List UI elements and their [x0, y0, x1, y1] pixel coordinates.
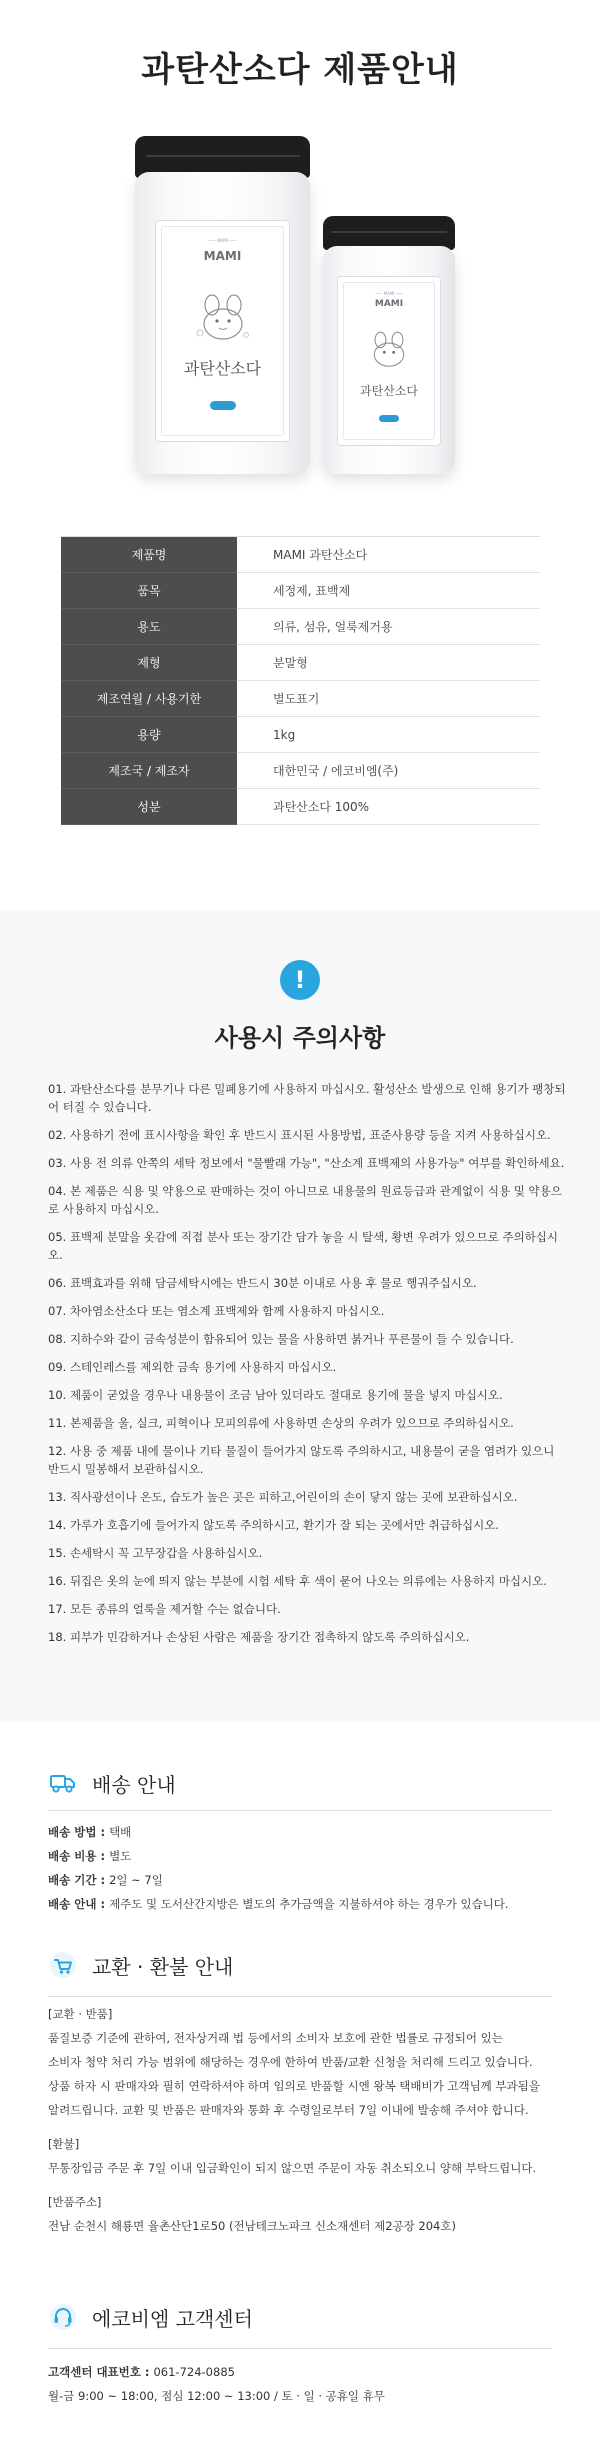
- mascot-illustration: [192, 291, 254, 345]
- spec-row: [61, 537, 540, 573]
- shipping-header: [48, 1768, 176, 1798]
- caution-item: 09. 스테인레스를 제외한 금속 용기에 사용하지 마십시오.: [48, 1360, 337, 1374]
- shipping-value: 택배: [109, 1825, 132, 1839]
- caution-item: 12. 사용 중 제품 내에 물이나 기타 물질이 들어가지 않도록 주의하시고, 내용물이 굳을 염려가 있으니 반드시 밀봉해서 보관하십시오.: [48, 1444, 555, 1476]
- spec-label: 용량: [61, 717, 237, 753]
- cart-icon: [48, 1950, 78, 1980]
- cautions-list: [48, 1080, 568, 1656]
- caution-item: 18. 피부가 민감하거나 손상된 사람은 제품을 장기간 접촉하지 않도록 주의하십시오.: [48, 1630, 470, 1644]
- shipping-value: 별도: [109, 1849, 132, 1863]
- spec-label: 용도: [61, 609, 237, 645]
- spec-value: 의류, 섬유, 얼룩제거용: [237, 609, 540, 645]
- mascot-illustration-small: [365, 329, 413, 371]
- spec-row: [61, 681, 540, 717]
- spec-row: [61, 753, 540, 789]
- exchange-line-4: 알려드립니다. 교환 및 반품은 판매자와 통화 후 수령일로부터 7일 이내에 발송해 주셔야 합니다.: [48, 2103, 529, 2117]
- shipping-key: 배송 방법: [48, 1825, 97, 1839]
- info-section: [0, 1722, 600, 2462]
- caution-item: 17. 모든 종류의 얼룩을 제거할 수는 없습니다.: [48, 1602, 281, 1616]
- spec-row: [61, 717, 540, 753]
- exchange-line-3: 상품 하자 시 판매자와 필히 연락하셔야 하며 임의로 반품할 시엔 왕복 택배비가 고객님께 부과됨을: [48, 2079, 540, 2093]
- return-address-heading: [반품주소]: [48, 2195, 102, 2209]
- shipping-key: 배송 기간: [48, 1873, 97, 1887]
- truck-icon: [48, 1768, 78, 1798]
- spec-value: 별도표기: [237, 681, 540, 717]
- capacity-badge: [210, 401, 236, 410]
- caution-item: 15. 손세탁시 꼭 고무장갑을 사용하십시오.: [48, 1546, 263, 1560]
- caution-item: 11. 본제품을 울, 실크, 피혁이나 모피의류에 사용하면 손상의 우려가 있으므로 주의하십시오.: [48, 1416, 514, 1430]
- shipping-divider: [48, 1810, 552, 1811]
- refund-heading: [환불]: [48, 2137, 80, 2151]
- caution-item: 03. 사용 전 의류 안쪽의 세탁 정보에서 "물빨래 가능", "산소계 표백제의 사용가능" 여부를 확인하세요.: [48, 1156, 565, 1170]
- refund-line: 무통장입금 주문 후 7일 이내 입금확인이 되지 않으면 주문이 자동 취소되오니 양해 부탁드립니다.: [48, 2161, 537, 2175]
- caution-item: 08. 지하수와 같이 금속성분이 함유되어 있는 물을 사용하면 붉거나 푸른물이 들 수 있습니다.: [48, 1332, 514, 1346]
- page-title: 과탄산소다 제품안내: [141, 50, 459, 90]
- spec-value: 대한민국 / 에코비엠(주): [237, 753, 540, 789]
- spec-value: MAMI 과탄산소다: [237, 537, 540, 573]
- spec-row: [61, 789, 540, 825]
- caution-item: 06. 표백효과를 위해 담금세탁시에는 반드시 30분 이내로 사용 후 물로 헹궈주십시오.: [48, 1276, 477, 1290]
- cautions-title: 사용시 주의사항: [214, 1024, 386, 1052]
- shipping-row: 배송 안내 : 제주도 및 도서산간지방은 별도의 추가금액을 지불하셔야 하는 경우가 있습니다.: [48, 1897, 509, 1911]
- exchange-divider: [48, 1996, 552, 1997]
- exchange-heading: [교환 · 반품]: [48, 2007, 113, 2021]
- large-jar-product-name: 과탄산소다: [183, 359, 262, 378]
- caution-item: 04. 본 제품은 식용 및 약용으로 판매하는 것이 아니므로 내용물의 원료등급과 관계없이 식용 및 약용으로 사용하지 마십시오.: [48, 1184, 562, 1216]
- spec-row: [61, 609, 540, 645]
- small-product-jar: ─── MAMI ─── MAMI 과탄산소다: [323, 216, 455, 474]
- exchange-line-1: 품질보증 기준에 관하여, 전자상거래 법 등에서의 소비자 보호에 관한 법률로 규정되어 있는: [48, 2031, 503, 2045]
- return-address: 전남 순천시 해룡면 율촌산단1로50 (전남테크노파크 신소재센터 제2공장 204호): [48, 2219, 456, 2233]
- center-hours: 월-금 9:00 ~ 18:00, 점심 12:00 ~ 13:00 / 토 · 일 · 공휴일 휴무: [48, 2389, 385, 2403]
- shipping-key: 배송 비용: [48, 1849, 97, 1863]
- caution-item: 14. 가루가 호흡기에 들어가지 않도록 주의하시고, 환기가 잘 되는 곳에서만 취급하십시오.: [48, 1518, 499, 1532]
- shipping-value: 제주도 및 도서산간지방은 별도의 추가금액을 지불하셔야 하는 경우가 있습니다.: [109, 1897, 509, 1911]
- cautions-section: [0, 910, 600, 1722]
- spec-value: 세정제, 표백제: [237, 573, 540, 609]
- spec-label: 품목: [61, 573, 237, 609]
- caution-item: 01. 과탄산소다를 분무기나 다른 밀폐용기에 사용하지 마십시오. 활성산소 발생으로 인해 용기가 팽창되어 터질 수 있습니다.: [48, 1082, 566, 1114]
- spec-value: 분말형: [237, 645, 540, 681]
- spec-row: [61, 573, 540, 609]
- exchange-title: 교환 · 환불 안내: [92, 1954, 234, 1979]
- center-divider: [48, 2348, 552, 2349]
- shipping-details: [48, 1820, 568, 1916]
- large-product-jar: ─── MAMI ─── MAMI 과탄산소다: [135, 136, 310, 474]
- caution-item: 10. 제품이 굳었을 경우나 내용물이 조금 남아 있더라도 절대로 용기에 물을 넣지 마십시오.: [48, 1388, 503, 1402]
- spec-label: 제조연월 / 사용기한: [61, 681, 237, 717]
- center-header: [48, 2302, 253, 2332]
- caution-item: 02. 사용하기 전에 표시사항을 확인 후 반드시 표시된 사용방법, 표준사용량 등을 지켜 사용하십시오.: [48, 1128, 551, 1142]
- shipping-key: 배송 안내: [48, 1897, 97, 1911]
- shipping-value: 2일 ~ 7일: [109, 1873, 163, 1887]
- capacity-badge-small: [379, 415, 399, 422]
- center-title: 에코비엠 고객센터: [92, 2306, 253, 2331]
- exchange-line-2: 소비자 청약 처리 가능 범위에 해당하는 경우에 한하여 반품/교환 신청을 처리해 드리고 있습니다.: [48, 2055, 533, 2069]
- caution-item: 05. 표백제 분말을 옷감에 직접 분사 또는 장기간 담가 놓을 시 탈색, 황변 우려가 있으므로 주의하십시오.: [48, 1230, 559, 1262]
- shipping-row: 배송 방법 : 택배: [48, 1825, 132, 1839]
- spec-label: 제조국 / 제조자: [61, 753, 237, 789]
- caution-item: 13. 직사광선이나 온도, 습도가 높은 곳은 피하고,어린이의 손이 닿지 않는 곳에 보관하십시오.: [48, 1490, 518, 1504]
- product-section: [0, 0, 600, 910]
- exchange-header: [48, 1950, 233, 1980]
- shipping-title: 배송 안내: [92, 1772, 176, 1797]
- center-phone: 061-724-0885: [153, 2365, 235, 2379]
- center-phone-key: 고객센터 대표번호: [48, 2365, 141, 2379]
- spec-label: 성분: [61, 789, 237, 825]
- shipping-row: 배송 비용 : 별도: [48, 1849, 132, 1863]
- spec-label: 제품명: [61, 537, 237, 573]
- small-jar-product-name: 과탄산소다: [360, 384, 418, 398]
- spec-value: 1kg: [237, 717, 540, 753]
- caution-item: 07. 차아염소산소다 또는 염소계 표백제와 함께 사용하지 마십시오.: [48, 1304, 385, 1318]
- exchange-details: [48, 2002, 568, 2238]
- caution-item: 16. 뒤집은 옷의 눈에 띄지 않는 부분에 시험 세탁 후 색이 묻어 나오는 의류에는 사용하지 마십시오.: [48, 1574, 547, 1588]
- spec-value: 과탄산소다 100%: [237, 789, 540, 825]
- spec-row: [61, 645, 540, 681]
- exclamation-icon: !: [280, 960, 320, 1000]
- spec-table: [61, 536, 540, 825]
- center-details: 고객센터 대표번호 : 061-724-0885 월-금 9:00 ~ 18:00, 점심 12:00 ~ 13:00 / 토 · 일 · 공휴일 휴무: [48, 2360, 568, 2408]
- headset-icon: [48, 2302, 78, 2332]
- spec-label: 제형: [61, 645, 237, 681]
- shipping-row: 배송 기간 : 2일 ~ 7일: [48, 1873, 163, 1887]
